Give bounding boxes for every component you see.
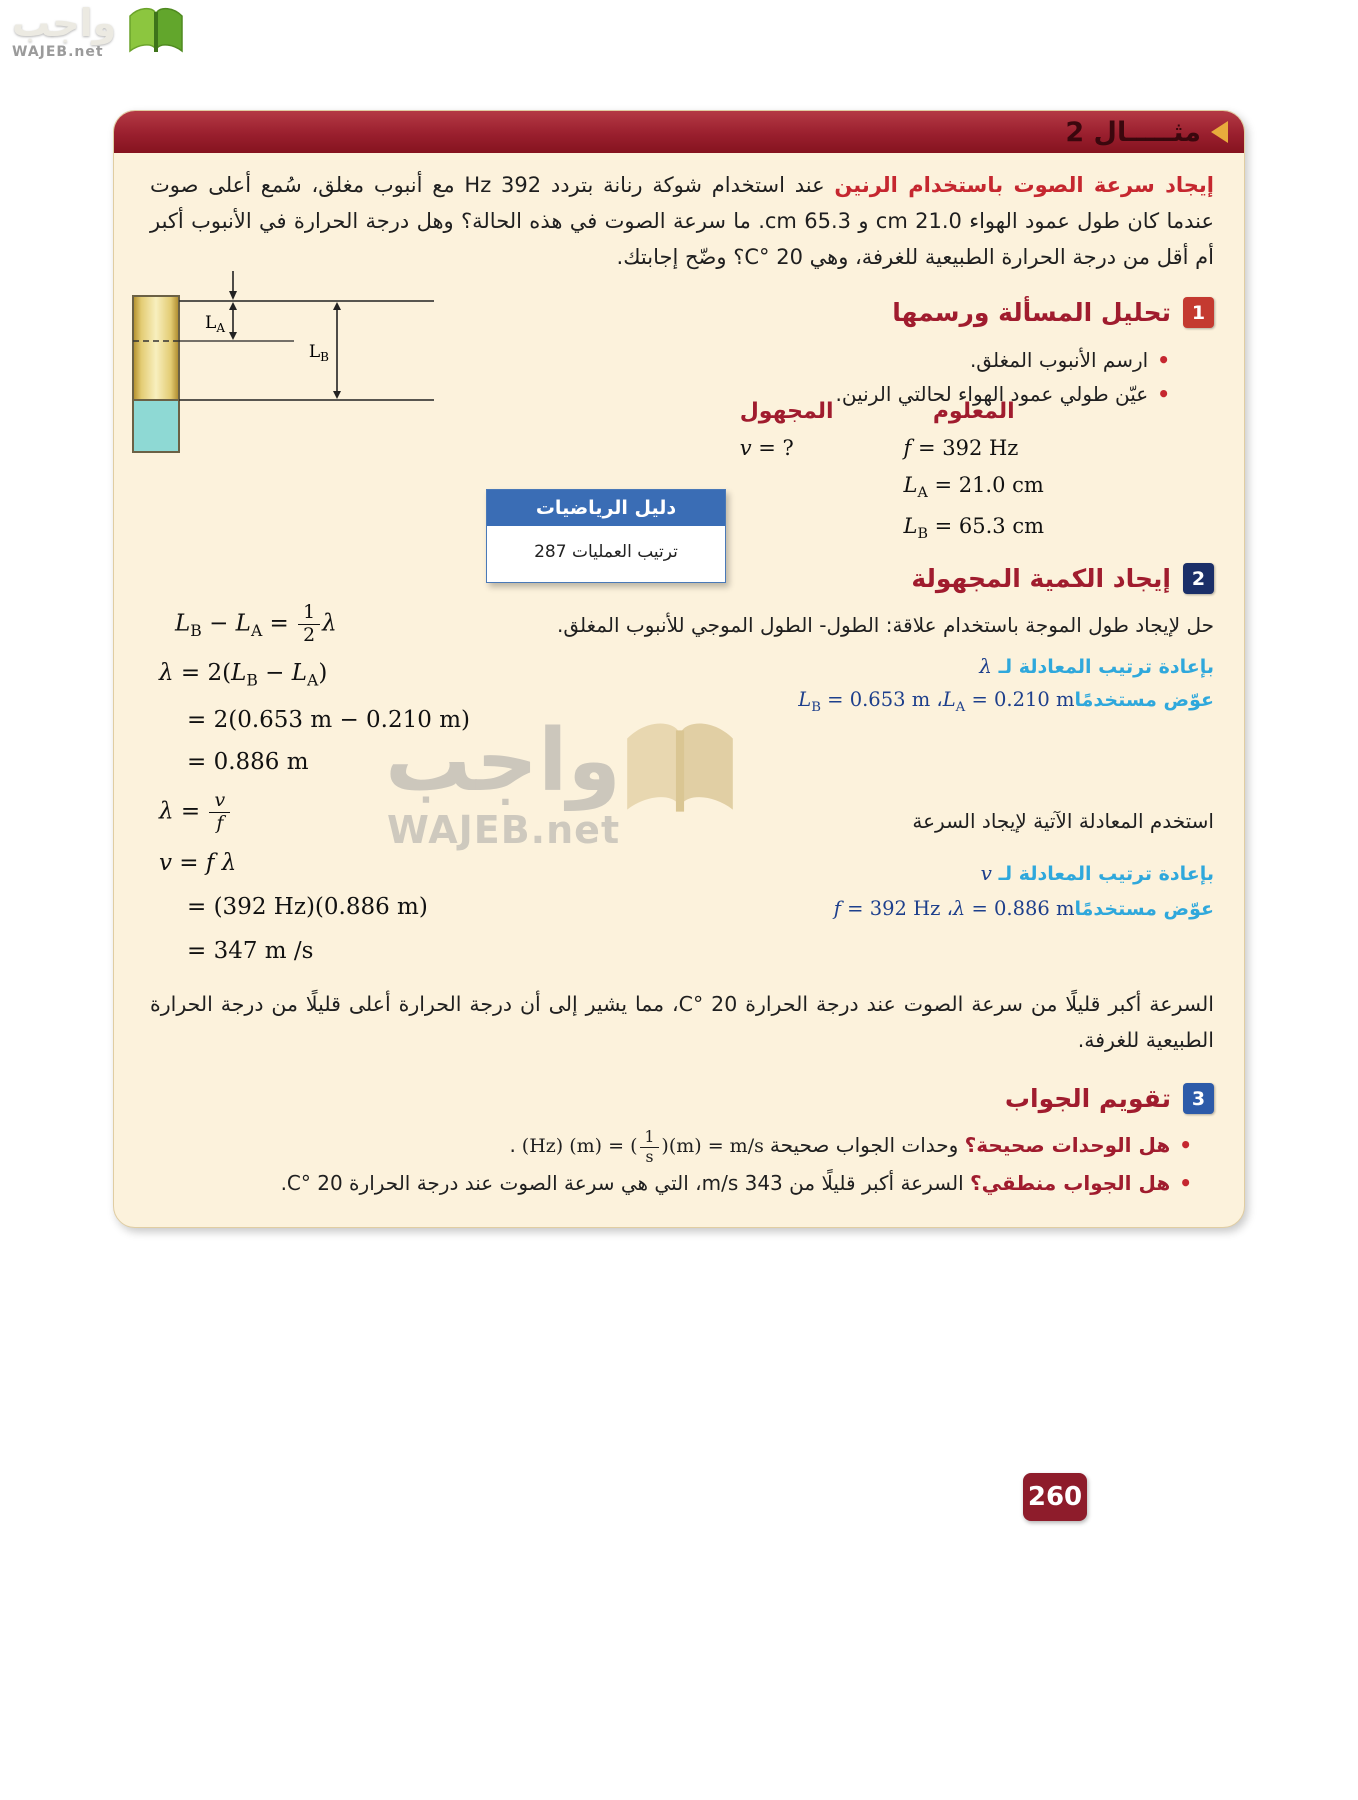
unknown-velocity: v = ? bbox=[739, 436, 794, 460]
example-card bbox=[113, 110, 1245, 1228]
la-label: $L_A$ bbox=[205, 313, 225, 335]
known-length-a: $L_A = 21.0$ cm bbox=[903, 473, 1044, 502]
upper-arrowhead bbox=[229, 291, 237, 300]
sense-check-label: هل الجواب منطقي؟ bbox=[970, 1170, 1171, 1195]
math-guide-link[interactable]: ترتيب العمليات 287 bbox=[534, 542, 678, 562]
bullet-icon: • bbox=[1157, 348, 1170, 372]
math-guide-title: دليل الرياضيات bbox=[487, 490, 725, 526]
la-arrowhead-up bbox=[229, 302, 237, 310]
site-logo-text bbox=[12, 1, 117, 60]
units-check-label: هل الوحدات صحيحة؟ bbox=[964, 1133, 1171, 1157]
problem-lead: إيجاد سرعة الصوت باستخدام الرنين bbox=[834, 173, 1214, 197]
lb-arrowhead-up bbox=[333, 302, 341, 310]
step3-header bbox=[1005, 1083, 1214, 1114]
equation-lambda-result: = 0.886 m bbox=[187, 749, 309, 776]
equation-velocity-substituted: = (392 Hz)(0.886 m) bbox=[187, 893, 428, 920]
example-title: مثـــــال 2 bbox=[1065, 116, 1201, 148]
lb-arrowhead-down bbox=[333, 391, 341, 399]
rearrange-hint-lambda: بإعادة ترتيب المعادلة لـ λ bbox=[979, 654, 1214, 678]
step2-conclusion: السرعة أكبر قليلًا من سرعة الصوت عند درجة الحرارة 20 °C، مما يشير إلى أن درجة الحرارة أعلى قليلًا من درجة الحرارة الطبيعية للغرفة. bbox=[150, 992, 1214, 1052]
site-logo bbox=[12, 1, 188, 60]
step1-header bbox=[892, 297, 1214, 328]
unknown-column bbox=[740, 399, 834, 555]
equation-velocity-result: = 347 m /s bbox=[187, 937, 314, 964]
step2-intro: حل لإيجاد طول الموجة باستخدام علاقة: الطول- الطول الموجي للأنبوب المغلق. bbox=[556, 613, 1214, 637]
watermark-latin: WAJEB.net bbox=[387, 808, 621, 852]
substitute-values-lengths: $L_B = 0.653$ m $،L_A = 0.210$ m bbox=[798, 688, 1075, 715]
step1-bullet-2: •عيّن طولي عمود الهواء لحالتي الرنين. bbox=[835, 382, 1170, 406]
step2-title: إيجاد الكمية المجهولة bbox=[911, 564, 1171, 593]
substitute-values-frequency: f = 392 Hz ،λ = 0.886 m bbox=[833, 897, 1075, 920]
problem-body: عند استخدام شوكة رنانة بتردد 392 Hz مع أنبوب مغلق، سُمع أعلى صوت عندما كان طول عمود الهواء 21.0 cm و 65.3 cm. ما سرعة الصوت في هذه الحالة؟ وهل درجة الحرارة في الأنبوب أكبر أم أقل من درجة الحرارة الطبيعية للغرفة، وهي 20 °C؟ وضّح إجابتك. bbox=[150, 173, 1214, 270]
rearrange-hint-velocity: بإعادة ترتيب المعادلة لـ v bbox=[980, 861, 1214, 885]
step3-title: تقويم الجواب bbox=[1004, 1084, 1171, 1113]
closed-tube-svg bbox=[129, 261, 459, 466]
known-header: المعلوم bbox=[932, 399, 1015, 424]
equation-lambda-solved: $\lambda = 2(L_B - L_A)$ bbox=[159, 659, 328, 690]
site-logo-arabic: واجب bbox=[12, 1, 117, 45]
step2-number-badge: 2 bbox=[1183, 563, 1214, 594]
known-column bbox=[904, 399, 1045, 555]
step2-use-equation: استخدم المعادلة الآتية لإيجاد السرعة bbox=[912, 809, 1214, 833]
watermark-arabic: واجب bbox=[385, 711, 621, 811]
substitute-hint-frequency: عوّض مستخدمًاf = 392 Hz ،λ = 0.886 m bbox=[833, 897, 1214, 920]
step2-header bbox=[911, 563, 1214, 594]
page-number-badge: 260 bbox=[1023, 1473, 1087, 1521]
la-arrowhead-down bbox=[229, 332, 237, 340]
sense-check-line: •هل الجواب منطقي؟ السرعة أكبر قليلًا من 343 m/s، التي هي سرعة الصوت عند درجة الحرارة 20 °C. bbox=[280, 1170, 1192, 1195]
lb-label: $L_B$ bbox=[308, 342, 329, 364]
problem-statement bbox=[150, 167, 1214, 275]
tube-water bbox=[133, 400, 179, 452]
equation-velocity: v = f λ bbox=[159, 849, 237, 876]
unknown-header: المجهول bbox=[739, 399, 834, 424]
equation-wavelength-relation: $L_B - L_A$ = $\frac{1}{2}$ λ bbox=[175, 601, 337, 646]
bullet-icon: • bbox=[1179, 1170, 1192, 1195]
known-unknown-table bbox=[740, 399, 1044, 555]
units-check-line: •هل الوحدات صحيحة؟ وحدات الجواب صحيحة(Hz) (m) = ( $\frac{1}{s}$ )(m) = m/s. bbox=[509, 1128, 1192, 1166]
known-length-b: $L_B = 65.3$ cm bbox=[903, 514, 1044, 543]
known-frequency: f = 392 Hz bbox=[903, 436, 1019, 460]
site-logo-latin: WAJEB.net bbox=[12, 43, 104, 60]
equation-lambda-vf: λ = $\frac{v}{f}$ bbox=[159, 791, 519, 834]
step1-bullet-1: •ارسم الأنبوب المغلق. bbox=[969, 348, 1170, 372]
step1-title: تحليل المسألة ورسمها bbox=[892, 298, 1171, 327]
equation-lambda-substituted: = 2(0.653 m − 0.210 m) bbox=[187, 707, 470, 734]
substitute-hint-lengths: عوّض مستخدمًاL$_B$ = 0.653 m $،L_A = 0.210$ m bbox=[798, 688, 1214, 715]
step3-number-badge: 3 bbox=[1183, 1083, 1214, 1114]
example-header-bar bbox=[114, 111, 1244, 153]
closed-tube-diagram bbox=[129, 261, 459, 470]
units-check-math: (Hz) (m) = ( $\frac{1}{s}$ )(m) = m/s bbox=[521, 1128, 764, 1166]
bullet-icon: • bbox=[1157, 382, 1170, 406]
math-guide-box bbox=[486, 489, 726, 583]
solution-equations bbox=[159, 603, 519, 964]
step3-evaluation bbox=[154, 1127, 1192, 1202]
step1-number-badge: 1 bbox=[1183, 297, 1214, 328]
header-arrow-icon bbox=[1211, 121, 1228, 143]
bullet-icon: • bbox=[1179, 1133, 1192, 1157]
open-book-icon bbox=[124, 4, 188, 60]
